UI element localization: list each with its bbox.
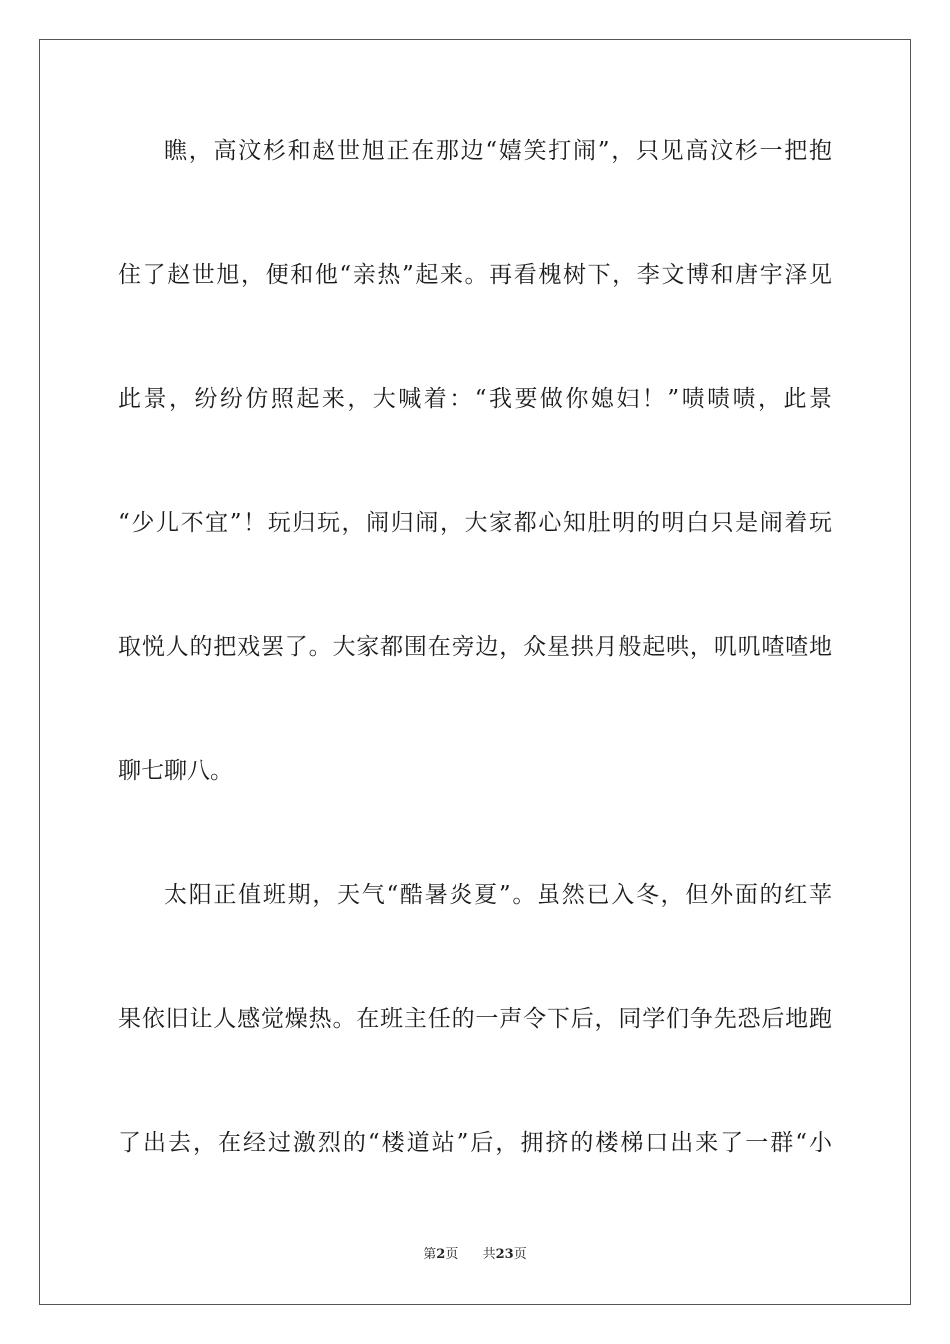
text-line: 取悦人的把戏罢了。大家都围在旁边，众星拱月般起哄，叽叽喳喳地: [118, 634, 832, 660]
text-line: “少儿不宜”！玩归玩，闹归闹，大家都心知肚明的明白只是闹着玩: [118, 510, 832, 536]
text-line: 瞧，高汶杉和赵世旭正在那边“嬉笑打闹”，只见高汶杉一把抱: [164, 138, 832, 164]
page-indicator: [423, 1246, 458, 1264]
text-line: 果依旧让人感觉燥热。在班主任的一声令下后，同学们争先恐后地跑: [118, 1006, 832, 1032]
total-pages: 23: [495, 1247, 514, 1262]
total-pages-indicator: [483, 1246, 527, 1264]
total-prefix: 共: [482, 1247, 496, 1262]
text-line: 此景，纷纷仿照起来，大喊着：“我要做你媳妇！”啧啧啧，此景: [118, 386, 832, 412]
text-line: 聊七聊八。: [118, 758, 233, 784]
text-line: 了出去，在经过激烈的“楼道站”后，拥挤的楼梯口出来了一群“小: [118, 1130, 832, 1156]
page-prefix: 第: [423, 1247, 437, 1262]
page-border: [39, 39, 911, 1305]
text-line: 太阳正值班期，天气“酷暑炎夏”。虽然已入冬，但外面的红苹: [164, 882, 832, 908]
total-suffix: 页: [513, 1247, 527, 1262]
page-number: 2: [436, 1247, 446, 1262]
text-line: 住了赵世旭，便和他“亲热”起来。再看槐树下，李文博和唐宇泽见: [118, 262, 832, 288]
page-footer: [0, 1246, 950, 1264]
page-suffix: 页: [445, 1247, 459, 1262]
